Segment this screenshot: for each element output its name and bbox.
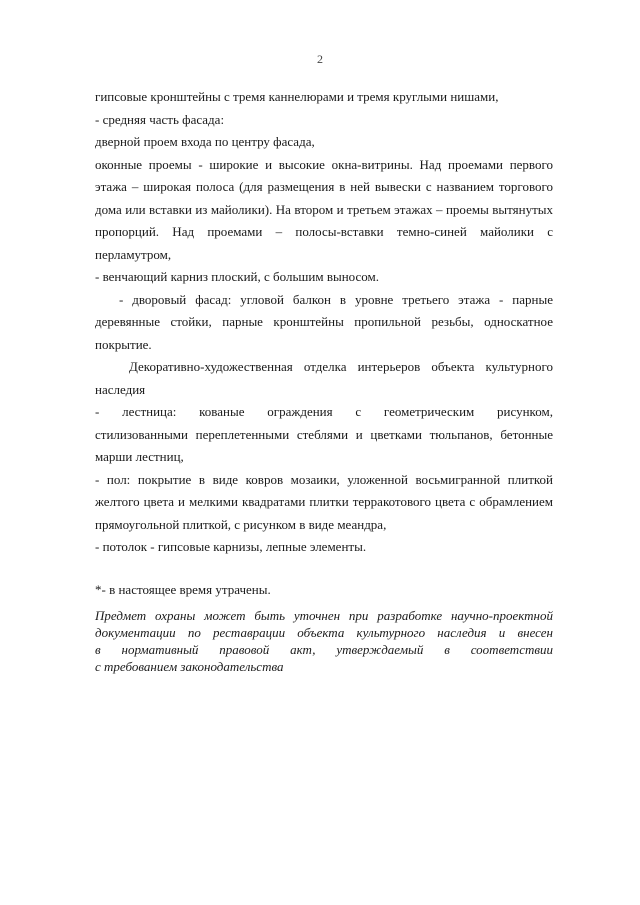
word: кованые [199,404,245,419]
spacer [95,559,553,579]
word: - [95,404,100,419]
note-line: документации по реставрации объекта культурного наследия и внесен [95,625,553,640]
paragraph: стилизованными переплетенными стеблями и цветками тюльпанов, бетонные марши лестниц, [95,426,553,464]
section-heading: Декоративно-художественная отделка интерьеров объекта культурного наследия [95,359,553,397]
paragraph: - дворовый фасад: угловой балкон в уровне третьего этажа - парные деревянные стойки, парные кронштейны пропильной резьбы, односкатное покрытие. [95,291,553,352]
word: геометрическим [383,404,475,419]
paragraph: - средняя часть фасада: [95,111,225,127]
note-line: Предмет охраны может быть уточнен при разработке научно-проектной [95,608,553,623]
word: ограждения [267,404,333,419]
legal-note [95,607,553,675]
paragraph-first-line [95,401,553,424]
document-body [95,86,553,675]
word: лестница: [122,404,177,419]
word: рисунком, [497,404,553,419]
page-number: 2 [317,52,323,66]
paragraph: - потолок - гипсовые карнизы, лепные элементы. [95,539,367,554]
note-line: с требованием законодательства [95,659,284,674]
note-line: в нормативный правовой акт, утверждаемый в соответствии [95,642,553,657]
word: с [355,404,362,419]
paragraph: оконные проемы - широкие и высокие окна-витрины. Над проемами первого этажа – широкая полоса (для размещения в ней вывески с названием торгового дома или вставки из майолики). На втором и третьем этажах – проемы вытянутых пропорций. Над проемами – полосы-вставки темно-синей майолики с перламутром, [95,156,553,262]
paragraph: дверной проем входа по центру фасада, [95,134,315,149]
paragraph: гипсовые кронштейны с тремя каннелюрами и тремя круглыми нишами, [95,89,499,104]
paragraph: - пол: покрытие в виде ковров мозаики, уложенной восьмигранной плиткой желтого цвета и мелкими квадратами плитки терракотового цвета с обрамлением прямоугольной плиткой, с рисунком в виде меандра, [95,471,553,532]
paragraph: - венчающий карниз плоский, с большим выносом. [95,269,379,284]
footnote: *- в настоящее время утрачены. [95,581,271,597]
